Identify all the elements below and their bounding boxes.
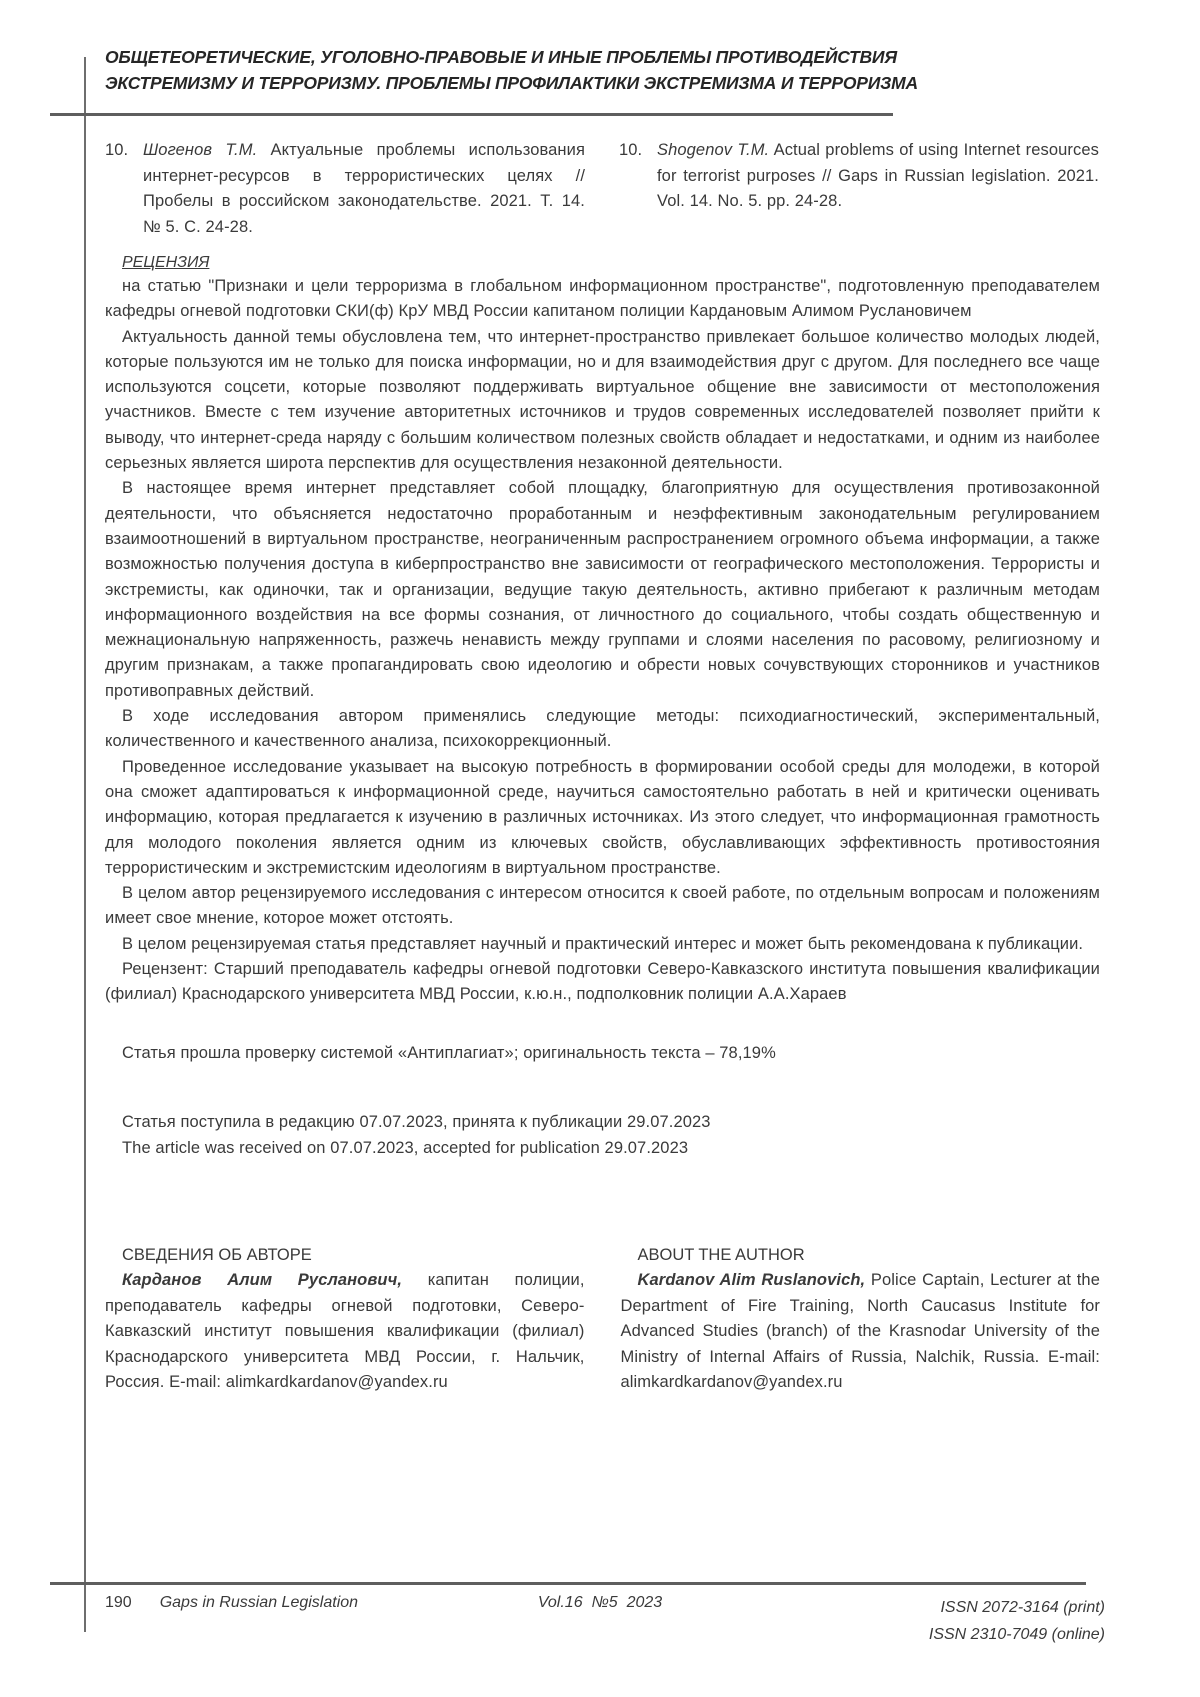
reference-author: Shogenov T.M. (657, 141, 770, 159)
review-paragraph: В ходе исследования автором применялись следующие методы: психодиагностический, экспериментальный, количественного и качественного анализа, психокоррекционный. (105, 707, 1100, 751)
author-heading-ru: СВЕДЕНИЯ ОБ АВТОРЕ (122, 1245, 312, 1264)
author-text-ru (105, 1268, 585, 1396)
footer-page-number: 190 (105, 1594, 132, 1611)
section-title: ОБЩЕТЕОРЕТИЧЕСКИЕ, УГОЛОВНО-ПРАВОВЫЕ И ИНЫЕ ПРОБЛЕМЫ ПРОТИВОДЕЙСТВИЯ ЭКСТРЕМИЗМУ И ТЕРРОРИЗМУ. ПРОБЛЕМЫ ПРОФИЛАКТИКИ ЭКСТРЕМИЗМА И ТЕРРОРИЗМА (105, 47, 918, 93)
submission-dates (105, 1109, 1100, 1161)
submission-date-ru: Статья поступила в редакцию 07.07.2023, принята к публикации 29.07.2023 (122, 1112, 711, 1131)
author-heading-en: ABOUT THE AUTHOR (637, 1245, 805, 1264)
submission-date-en: The article was received on 07.07.2023, accepted for publication 29.07.2023 (122, 1138, 689, 1157)
footer-divider-rule (50, 1582, 1086, 1585)
reference-body: Актуальные проблемы использования интернет-ресурсов в террористических целях // Пробелы в российском законодательстве. 2021. Т. 14. № 5. С. 24-28. (143, 141, 585, 236)
reference-item-en (619, 138, 1099, 240)
author-name-en: Kardanov Alim Ruslanovich, (637, 1271, 866, 1290)
author-details-en: Police Captain, Lecturer at the Department of Fire Training, North Caucasus Institute for Advanced Studies (branch) of the Krasnodar University of the Ministry of Internal Affairs of Russia, Nalchik, Russia. E-mail: alimkardkardanov@yandex.ru (620, 1271, 1100, 1392)
review-paragraph: В целом автор рецензируемого исследования с интересом относится к своей работе, по отдельным вопросам и положениям имеет свое мнение, которое может отстоять. (105, 884, 1100, 928)
footer-issn-print: ISSN 2072-3164 (print) (940, 1599, 1105, 1616)
review-paragraph: Проведенное исследование указывает на высокую потребность в формировании особой среды для молодежи, в которой она сможет адаптироваться к информационной среде, научиться самостоятельно работать в ней и критически оценивать информацию, которая предлагается к изучению в различных источниках. Из этого следует, что информационная грамотность для молодого поколения является одним из ключевых свойств, обуславливающих эффективность противостояния террористическим и экстремистским идеологиям в виртуальном пространстве. (105, 757, 1100, 877)
left-margin-rule (84, 57, 86, 1632)
review-paragraph: Рецензент: Старший преподаватель кафедры огневой подготовки Северо-Кавказского института повышения квалификации (филиал) Краснодарского университета МВД России, к.ю.н., подполковник полиции А.А.Хараев (105, 960, 1100, 1004)
author-text-en (621, 1268, 1101, 1396)
footer-issue: Vol.16 №5 2023 (537, 1594, 663, 1611)
author-details-ru: капитан полиции, преподаватель кафедры огневой подготовки, Северо-Кавказский институт повышения квалификации (филиал) Краснодарского университета МВД России, г. Нальчик, Россия. E-mail: alimkardkardanov@yandex.ru (105, 1271, 585, 1392)
footer-journal-title: Gaps in Russian Legislation (159, 1594, 359, 1611)
reference-list (105, 138, 1100, 240)
reference-body: Actual problems of using Internet resources for terrorist purposes // Gaps in Russian legislation. 2021. Vol. 14. No. 5. pp. 24-28. (657, 141, 1099, 210)
reference-author: Шогенов Т.М. (143, 141, 258, 159)
author-info-en (621, 1243, 1101, 1396)
footer-issn-online: ISSN 2310-7049 (online) (928, 1626, 1105, 1643)
plagiarism-check-note: Статья прошла проверку системой «Антиплагиат»; оригинальность текста – 78,19% (122, 1043, 776, 1062)
review-paragraph: В настоящее время интернет представляет собой площадку, благоприятную для осуществления противозаконной деятельности, что объясняется недостаточно проработанным и неэффективным законодательным регулированием взаимоотношений в виртуальном пространстве, неограниченным распространением огромного объема информации, а также возможностью получения доступа в киберпространство вне зависимости от географического местоположения. Террористы и экстремисты, как одиночки, так и организации, ведущие такую деятельность, активно прибегают к различным методам информационного воздействия на все формы сознания, от личностного до социального, чтобы создать общественную и межнациональную напряженность, разжечь ненависть между группами и слоями населения по расовому, религиозному и другим признакам, а также пропагандировать свою идеологию и обрести новых сочувствующих сторонников и участников противоправных действий. (105, 479, 1100, 700)
page-content (105, 0, 1100, 1396)
review-heading: РЕЦЕНЗИЯ (122, 254, 210, 271)
review-paragraph: на статью "Признаки и цели терроризма в глобальном информационном пространстве", подготовленную преподавателем кафедры огневой подготовки СКИ(ф) КрУ МВД России капитаном полиции Кардановым Алимом Руслановичем (105, 277, 1100, 321)
author-info-ru (105, 1243, 585, 1396)
reference-text (143, 138, 585, 240)
author-name-ru: Карданов Алим Русланович, (122, 1271, 403, 1290)
reference-number: 10. (105, 141, 129, 159)
author-info-block (105, 1243, 1100, 1396)
reference-number: 10. (619, 141, 643, 159)
reference-item-ru (105, 138, 585, 240)
footer-issn-block (929, 1594, 1105, 1648)
reference-text (657, 138, 1099, 240)
review-paragraph: Актуальность данной темы обусловлена тем, что интернет-пространство привлекает большое количество молодых людей, которые пользуются им не только для поиска информации, но и для взаимодействия друг с другом. Для последнего все чаще используются соцсети, которые позволяют поддерживать виртуальное общение вне зависимости от местоположения участников. Вместе с тем изучение авторитетных источников и трудов современных исследователей позволяет прийти к выводу, что интернет-среда наряду с большим количеством полезных свойств обладает и недостатками, и одним из наиболее серьезных является широта перспектив для осуществления незаконной деятельности. (105, 327, 1100, 473)
review-paragraph: В целом рецензируемая статья представляет научный и практический интерес и может быть рекомендована к публикации. (122, 934, 1084, 953)
